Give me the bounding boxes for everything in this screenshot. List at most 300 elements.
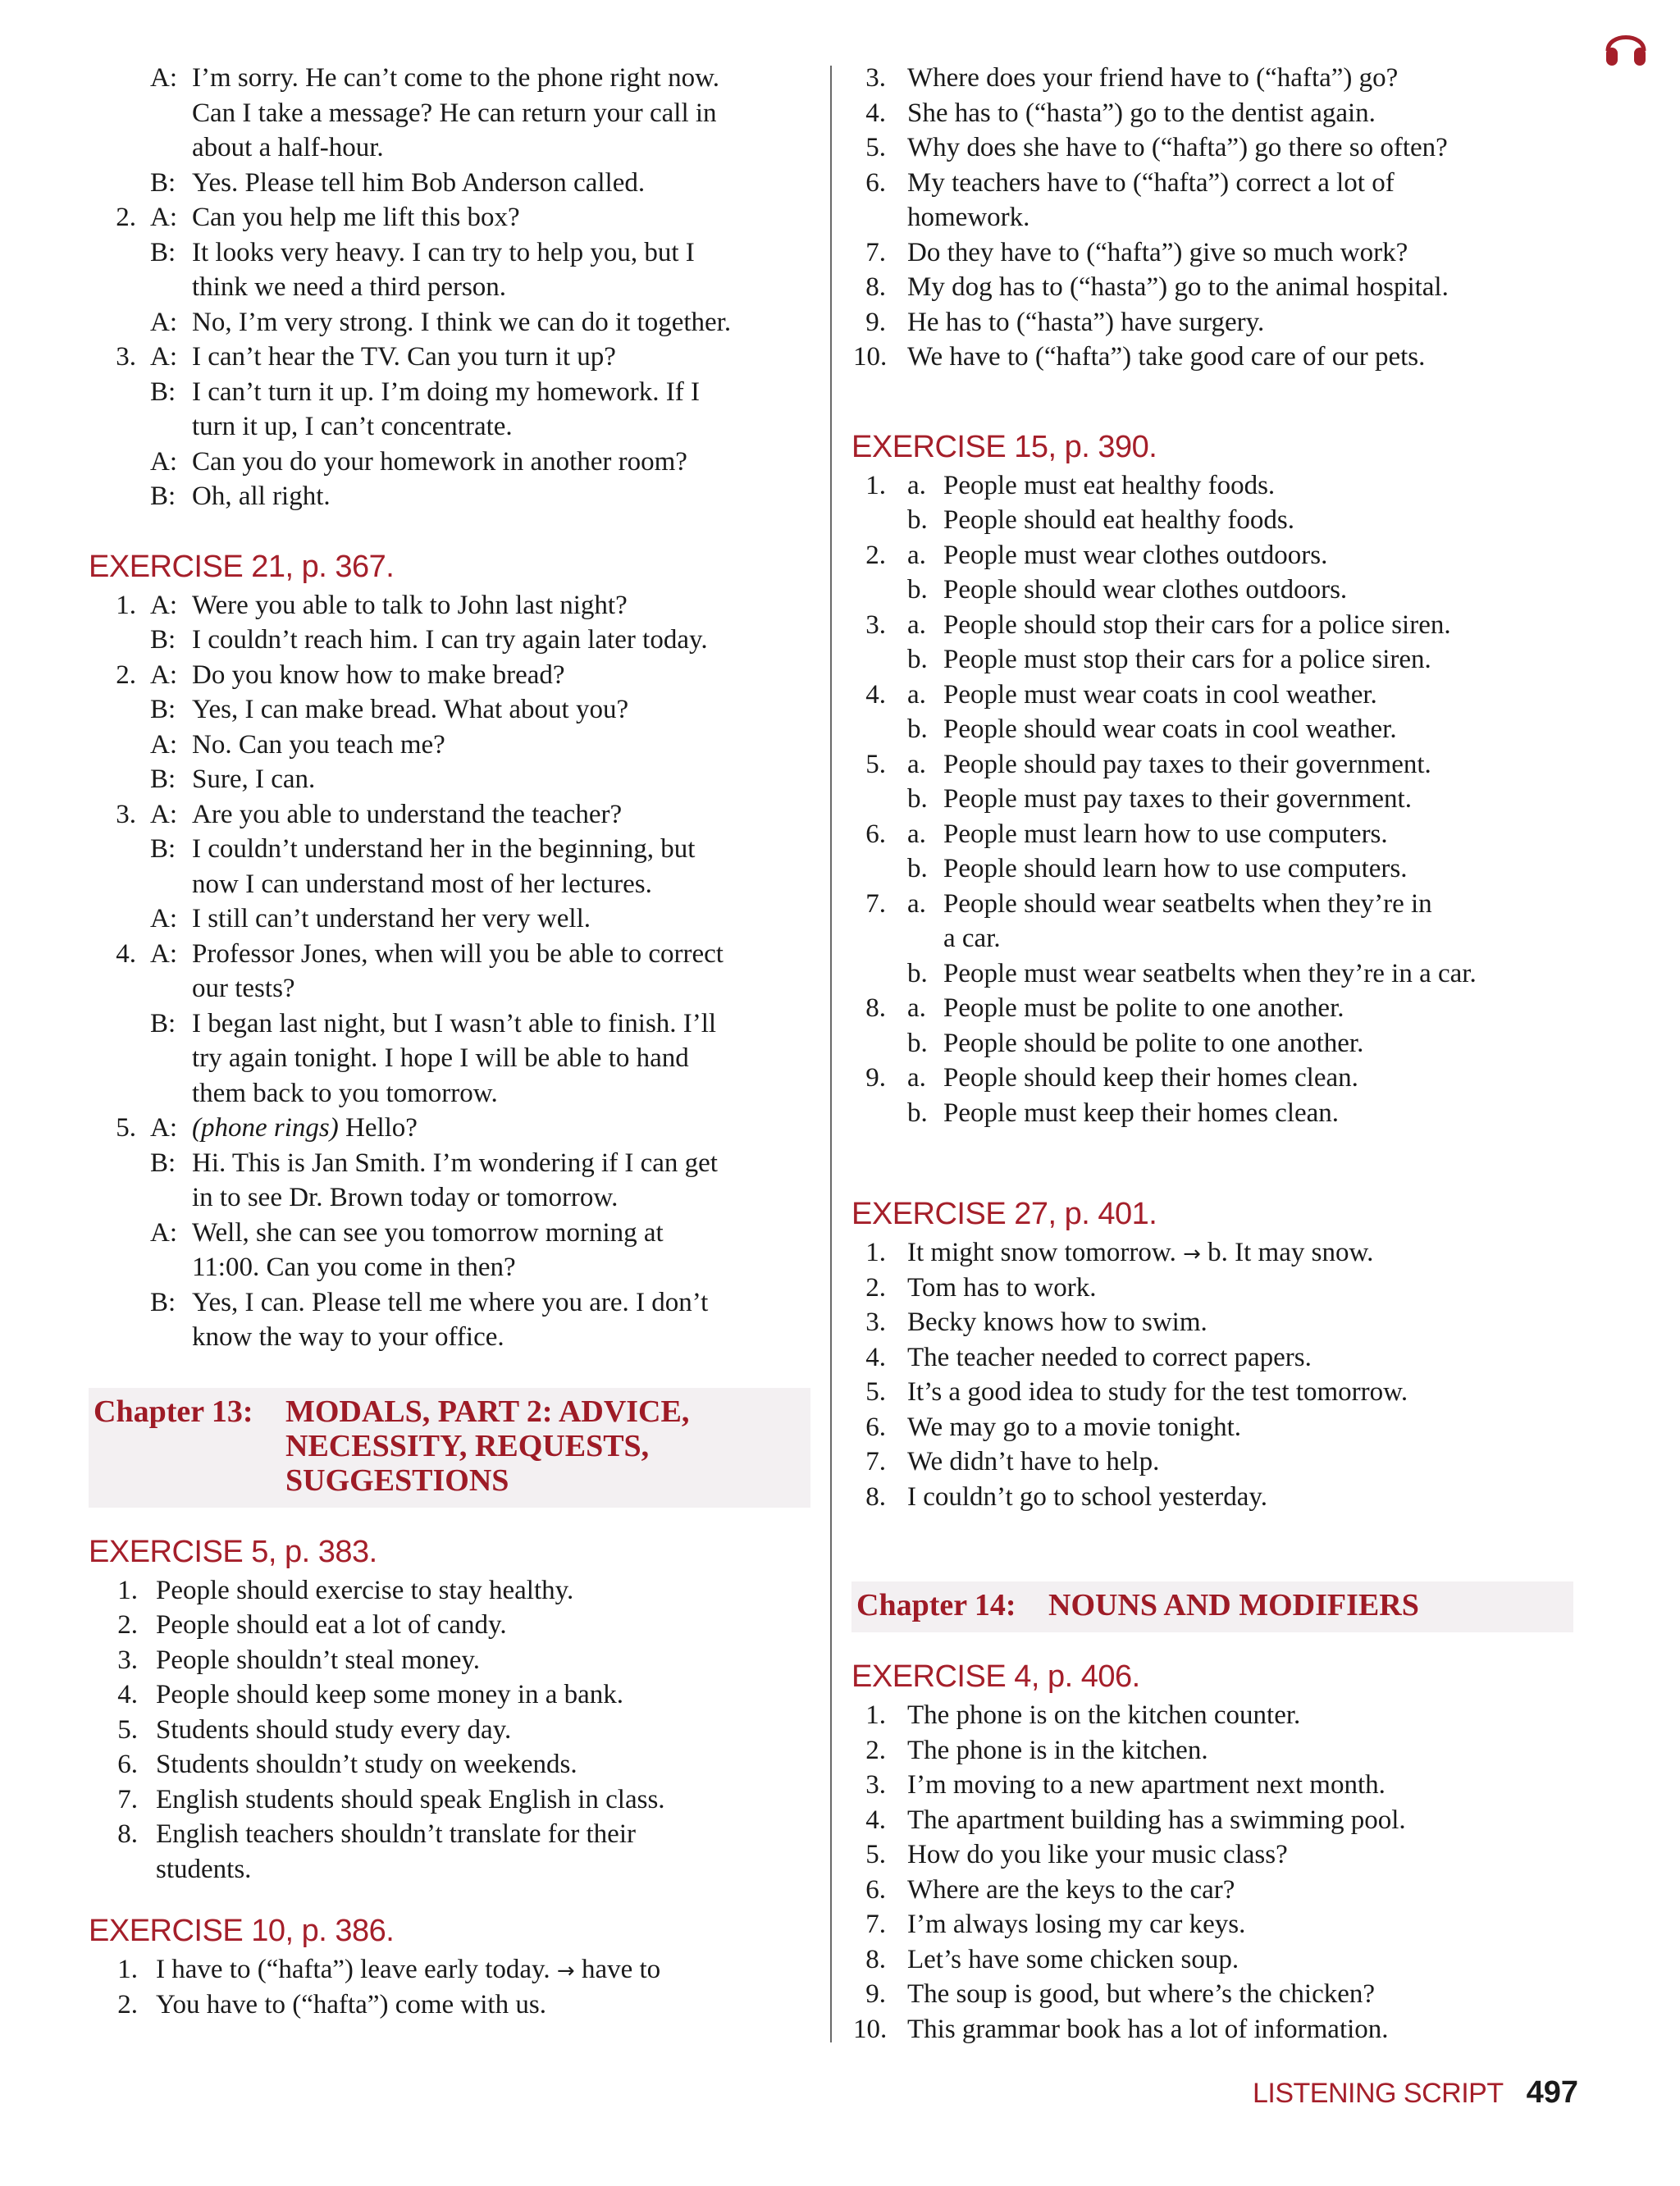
line-text: Becky knows how to swim. bbox=[907, 1307, 1208, 1337]
line-number: 5. bbox=[865, 1377, 886, 1407]
chapter-title-line: NECESSITY, REQUESTS, bbox=[285, 1428, 650, 1463]
line-number: 3. bbox=[117, 1645, 138, 1675]
script-line bbox=[89, 235, 810, 271]
option-letter: a. bbox=[907, 609, 926, 640]
line-number: 2. bbox=[117, 1610, 138, 1640]
script-line bbox=[89, 270, 810, 305]
exercise-15-heading: EXERCISE 15, p. 390. bbox=[851, 429, 1157, 464]
option-letter: b. bbox=[907, 645, 928, 674]
answer-text: have to bbox=[581, 1955, 661, 1984]
speaker-label: B: bbox=[150, 167, 176, 198]
script-line bbox=[89, 797, 810, 833]
script-line bbox=[89, 200, 810, 235]
line-number: 8. bbox=[865, 993, 886, 1023]
line-number: 6. bbox=[117, 1750, 138, 1779]
script-line bbox=[851, 642, 1573, 678]
script-line bbox=[89, 1713, 810, 1748]
script-line bbox=[851, 1768, 1573, 1803]
line-text: homework. bbox=[907, 203, 1030, 232]
line-text: Can you help me lift this box? bbox=[192, 203, 520, 232]
line-text: People should pay taxes to their government. bbox=[943, 749, 1431, 779]
page-footer bbox=[1253, 2075, 1578, 2111]
line-text: People must be polite to one another. bbox=[943, 993, 1344, 1023]
script-line bbox=[89, 1146, 810, 1181]
line-number: 1. bbox=[865, 470, 886, 500]
line-text: People must keep their homes clean. bbox=[943, 1098, 1340, 1128]
option-letter: b. bbox=[907, 1098, 928, 1128]
line-text: I still can’t understand her very well. bbox=[192, 904, 591, 933]
script-line bbox=[89, 96, 810, 131]
speaker-label: A: bbox=[150, 590, 177, 620]
headphones-icon bbox=[1601, 21, 1650, 71]
line-text: People must learn how to use computers. bbox=[943, 819, 1388, 849]
line-text: them back to you tomorrow. bbox=[192, 1078, 498, 1108]
line-text: Students shouldn’t study on weekends. bbox=[156, 1750, 578, 1779]
line-text: People should exercise to stay healthy. bbox=[156, 1575, 574, 1605]
script-line bbox=[851, 747, 1573, 783]
line-number: 6. bbox=[865, 167, 886, 198]
line-number: 8. bbox=[865, 272, 886, 302]
line-number: 8. bbox=[865, 1481, 886, 1512]
script-line bbox=[89, 305, 810, 340]
exercise-5-heading: EXERCISE 5, p. 383. bbox=[89, 1534, 377, 1569]
script-line bbox=[89, 728, 810, 763]
script-line bbox=[851, 1873, 1573, 1908]
line-text: I’m sorry. He can’t come to the phone right now. bbox=[192, 63, 720, 93]
line-text: a car. bbox=[943, 924, 1001, 953]
line-text: I can’t hear the TV. Can you turn it up? bbox=[192, 342, 616, 372]
speaker-label: B: bbox=[150, 1148, 176, 1178]
line-number: 4. bbox=[865, 1805, 886, 1835]
line-text: People must eat healthy foods. bbox=[943, 470, 1276, 500]
speaker-label: A: bbox=[150, 1217, 177, 1248]
line-number: 2. bbox=[117, 1989, 138, 2019]
line-number: 2. bbox=[116, 659, 136, 690]
script-line bbox=[851, 2012, 1573, 2047]
line-number: 2. bbox=[116, 203, 136, 232]
line-text: People should learn how to use computers. bbox=[943, 854, 1408, 883]
script-line bbox=[89, 1782, 810, 1818]
script-line bbox=[851, 1340, 1573, 1376]
line-number: 2. bbox=[865, 1272, 886, 1303]
line-text: turn it up, I can’t concentrate. bbox=[192, 412, 513, 441]
script-line bbox=[89, 1041, 810, 1076]
line-text: People should wear seatbelts when they’re in bbox=[943, 888, 1432, 919]
script-line bbox=[89, 901, 810, 937]
line-text: Where are the keys to the car? bbox=[907, 1874, 1235, 1905]
line-text: The apartment building has a swimming pool. bbox=[907, 1805, 1406, 1835]
left-column bbox=[89, 61, 810, 2022]
chapter-title-line: SUGGESTIONS bbox=[285, 1463, 509, 1498]
script-line bbox=[89, 623, 810, 658]
option-letter: a. bbox=[907, 679, 926, 710]
script-line bbox=[851, 1444, 1573, 1480]
line-text: English students should speak English in class. bbox=[156, 1784, 665, 1814]
line-text: think we need a third person. bbox=[192, 272, 507, 302]
script-line bbox=[851, 305, 1573, 340]
line-text: People must wear clothes outdoors. bbox=[943, 540, 1328, 570]
line-text: We have to (“hafta”) take good care of our pets. bbox=[907, 342, 1426, 372]
line-text: Professor Jones, when will you be able to correct bbox=[192, 938, 724, 969]
line-number: 1. bbox=[865, 1700, 886, 1730]
line-text: now I can understand most of her lectures. bbox=[192, 869, 652, 899]
script-line bbox=[89, 166, 810, 201]
script-line bbox=[851, 96, 1573, 131]
line-text: How do you like your music class? bbox=[907, 1840, 1288, 1869]
script-line bbox=[89, 1180, 810, 1216]
line-text: People should stop their cars for a police siren. bbox=[943, 609, 1451, 640]
script-line bbox=[89, 1677, 810, 1713]
line-text: in to see Dr. Brown today or tomorrow. bbox=[192, 1183, 619, 1212]
script-line bbox=[89, 1216, 810, 1251]
speaker-label: A: bbox=[150, 342, 177, 372]
chapter-14-heading bbox=[851, 1581, 1573, 1632]
option-letter: a. bbox=[907, 470, 926, 500]
script-line bbox=[89, 1747, 810, 1782]
line-number: 7. bbox=[865, 1910, 886, 1939]
option-letter: b. bbox=[907, 958, 928, 988]
line-text: It looks very heavy. I can try to help you, but I bbox=[192, 237, 695, 267]
line-text: The soup is good, but where’s the chicken? bbox=[907, 1979, 1376, 2009]
script-line bbox=[89, 832, 810, 867]
script-line bbox=[851, 538, 1573, 573]
script-line bbox=[851, 817, 1573, 852]
line-text: People should eat healthy foods. bbox=[943, 505, 1295, 535]
chapter-label: Chapter 14: bbox=[856, 1588, 1016, 1622]
line-number: 1. bbox=[116, 590, 136, 620]
script-line bbox=[89, 971, 810, 1006]
line-number: 4. bbox=[116, 938, 136, 969]
speaker-label: A: bbox=[150, 446, 177, 477]
line-number: 4. bbox=[117, 1680, 138, 1709]
script-line bbox=[851, 61, 1573, 96]
line-number: 7. bbox=[865, 237, 886, 267]
line-text: students. bbox=[156, 1854, 252, 1884]
line-text: Let’s have some chicken soup. bbox=[907, 1944, 1239, 1974]
script-line bbox=[89, 1285, 810, 1321]
script-line bbox=[851, 956, 1573, 992]
line-text: The phone is on the kitchen counter. bbox=[907, 1700, 1301, 1730]
exercise-10-heading: EXERCISE 10, p. 386. bbox=[89, 1914, 395, 1948]
line-text: It might snow tomorrow. → b. It may snow. bbox=[907, 1238, 1374, 1267]
line-text: Yes. Please tell him Bob Anderson called. bbox=[192, 167, 646, 198]
script-line bbox=[89, 409, 810, 445]
line-text: Why does she have to (“hafta”) go there so often? bbox=[907, 133, 1448, 162]
line-text: I couldn’t go to school yesterday. bbox=[907, 1481, 1267, 1512]
script-line bbox=[89, 1006, 810, 1042]
script-line bbox=[851, 1803, 1573, 1838]
option-letter: a. bbox=[907, 819, 926, 849]
script-line bbox=[89, 1643, 810, 1678]
option-letter: a. bbox=[907, 1063, 926, 1093]
script-line bbox=[89, 937, 810, 972]
speaker-label: A: bbox=[150, 203, 177, 232]
chapter-title bbox=[285, 1394, 806, 1498]
line-text: Students should study every day. bbox=[156, 1714, 512, 1745]
exercise-21-heading: EXERCISE 21, p. 367. bbox=[89, 549, 395, 584]
speaker-label: A: bbox=[150, 1113, 177, 1143]
line-text: Do you know how to make bread? bbox=[192, 659, 565, 690]
chapter-13-heading bbox=[89, 1388, 810, 1508]
line-text: People should wear clothes outdoors. bbox=[943, 575, 1348, 605]
script-line bbox=[89, 1320, 810, 1355]
line-text: We may go to a movie tonight. bbox=[907, 1412, 1242, 1442]
line-text: I’m always losing my car keys. bbox=[907, 1910, 1246, 1939]
script-line bbox=[851, 468, 1573, 504]
arrow-icon: → bbox=[1183, 1242, 1201, 1266]
script-line bbox=[851, 270, 1573, 305]
script-line bbox=[89, 1111, 810, 1146]
line-text: I couldn’t understand her in the beginning, but bbox=[192, 834, 696, 864]
speaker-label: A: bbox=[150, 938, 177, 969]
line-text: Yes, I can. Please tell me where you are. I don’t bbox=[192, 1287, 709, 1317]
line-number: 4. bbox=[865, 1342, 886, 1372]
option-letter: b. bbox=[907, 505, 928, 535]
line-number: 1. bbox=[865, 1238, 886, 1267]
speaker-label: B: bbox=[150, 625, 176, 655]
script-line bbox=[89, 375, 810, 410]
line-text: She has to (“hasta”) go to the dentist again. bbox=[907, 98, 1376, 128]
script-line bbox=[851, 503, 1573, 538]
line-text: The phone is in the kitchen. bbox=[907, 1735, 1208, 1765]
script-line bbox=[851, 130, 1573, 166]
script-line bbox=[851, 1698, 1573, 1733]
line-number: 9. bbox=[865, 1979, 886, 2009]
line-text: Hi. This is Jan Smith. I’m wondering if I can get bbox=[192, 1148, 718, 1178]
line-text: People should wear coats in cool weather. bbox=[943, 714, 1397, 744]
line-text: Where does your friend have to (“hafta”) go? bbox=[907, 63, 1399, 93]
option-letter: b. bbox=[907, 575, 928, 605]
answer-text: b. It may snow. bbox=[1208, 1238, 1374, 1267]
script-line bbox=[851, 1375, 1573, 1410]
line-number: 1. bbox=[117, 1955, 138, 1984]
line-text: People must stop their cars for a police siren. bbox=[943, 645, 1431, 674]
line-number: 8. bbox=[865, 1944, 886, 1974]
script-line bbox=[89, 1817, 810, 1852]
page-number: 497 bbox=[1526, 2075, 1578, 2110]
option-letter: a. bbox=[907, 993, 926, 1023]
script-line bbox=[851, 921, 1573, 956]
line-number: 9. bbox=[865, 1063, 886, 1093]
line-number: 2. bbox=[865, 540, 886, 570]
line-text: I have to (“hafta”) leave early today. → have to bbox=[156, 1955, 661, 1984]
script-line bbox=[89, 1852, 810, 1887]
line-text: 11:00. Can you come in then? bbox=[192, 1253, 516, 1282]
line-text: People shouldn’t steal money. bbox=[156, 1645, 481, 1675]
script-line bbox=[89, 692, 810, 728]
script-line bbox=[851, 1480, 1573, 1515]
line-text: People should keep their homes clean. bbox=[943, 1063, 1358, 1093]
line-text: No, I’m very strong. I think we can do it together. bbox=[192, 307, 732, 337]
script-line bbox=[89, 1987, 810, 2023]
speaker-label: A: bbox=[150, 799, 177, 829]
line-number: 7. bbox=[865, 1447, 886, 1476]
line-number: 1. bbox=[117, 1575, 138, 1605]
right-column bbox=[851, 61, 1573, 2047]
option-letter: a. bbox=[907, 888, 926, 919]
line-text: No. Can you teach me? bbox=[192, 729, 445, 760]
script-line bbox=[851, 235, 1573, 271]
speaker-label: B: bbox=[150, 377, 176, 407]
script-line bbox=[89, 445, 810, 480]
line-text: People must wear coats in cool weather. bbox=[943, 679, 1377, 710]
script-line bbox=[851, 712, 1573, 747]
speaker-label: B: bbox=[150, 237, 176, 267]
script-line bbox=[851, 1305, 1573, 1340]
speaker-label: A: bbox=[150, 63, 177, 93]
line-text: Yes, I can make bread. What about you? bbox=[192, 695, 629, 724]
option-letter: b. bbox=[907, 1028, 928, 1058]
exercise-4-heading: EXERCISE 4, p. 406. bbox=[851, 1659, 1140, 1694]
option-letter: b. bbox=[907, 714, 928, 744]
script-line bbox=[851, 851, 1573, 887]
option-letter: b. bbox=[907, 854, 928, 883]
line-number: 9. bbox=[865, 307, 886, 337]
line-text: People must wear seatbelts when they’re in a car. bbox=[943, 958, 1477, 988]
line-number: 3. bbox=[865, 63, 886, 93]
script-line bbox=[851, 887, 1573, 922]
script-line bbox=[89, 61, 810, 96]
line-text: He has to (“hasta”) have surgery. bbox=[907, 307, 1265, 337]
script-line bbox=[851, 1026, 1573, 1061]
column-divider bbox=[830, 66, 832, 2042]
line-text: Well, she can see you tomorrow morning at bbox=[192, 1217, 664, 1248]
line-number: 5. bbox=[865, 133, 886, 162]
script-line bbox=[89, 1573, 810, 1609]
chapter-title: NOUNS AND MODIFIERS bbox=[1048, 1588, 1419, 1622]
line-text: My dog has to (“hasta”) go to the animal hospital. bbox=[907, 272, 1449, 302]
line-number: 7. bbox=[117, 1784, 138, 1814]
arrow-icon: → bbox=[556, 1959, 575, 1983]
exercise-27-heading: EXERCISE 27, p. 401. bbox=[851, 1197, 1157, 1231]
script-line bbox=[851, 166, 1573, 201]
script-line bbox=[89, 1952, 810, 1987]
line-text: about a half-hour. bbox=[192, 133, 384, 162]
speaker-label: B: bbox=[150, 695, 176, 724]
speaker-label: B: bbox=[150, 764, 176, 794]
line-number: 5. bbox=[865, 749, 886, 779]
line-number: 6. bbox=[865, 1412, 886, 1442]
script-line bbox=[89, 867, 810, 902]
line-number: 2. bbox=[865, 1735, 886, 1765]
line-number: 10. bbox=[853, 2014, 888, 2044]
line-text: I couldn’t reach him. I can try again later today. bbox=[192, 625, 708, 655]
line-text: Were you able to talk to John last night? bbox=[192, 590, 628, 620]
line-text: People must pay taxes to their government. bbox=[943, 784, 1412, 814]
script-line bbox=[851, 200, 1573, 235]
line-text: People should be polite to one another. bbox=[943, 1028, 1364, 1058]
script-line bbox=[851, 1907, 1573, 1942]
line-text: Oh, all right. bbox=[192, 481, 331, 511]
script-line bbox=[89, 1076, 810, 1111]
script-line bbox=[851, 782, 1573, 817]
line-text: try again tonight. I hope I will be able to hand bbox=[192, 1043, 689, 1073]
line-text: I can’t turn it up. I’m doing my homework. If I bbox=[192, 377, 700, 407]
footer-label: LISTENING SCRIPT bbox=[1252, 2078, 1504, 2109]
line-number: 8. bbox=[117, 1819, 138, 1849]
line-text: It’s a good idea to study for the test tomorrow. bbox=[907, 1377, 1408, 1407]
script-line bbox=[89, 588, 810, 623]
line-text: Do they have to (“hafta”) give so much work? bbox=[907, 237, 1408, 267]
script-line bbox=[89, 658, 810, 693]
line-text: This grammar book has a lot of information. bbox=[907, 2014, 1389, 2044]
speaker-label: B: bbox=[150, 1008, 176, 1038]
script-line bbox=[851, 340, 1573, 375]
line-number: 3. bbox=[865, 1307, 886, 1337]
script-line bbox=[89, 1250, 810, 1285]
script-line bbox=[851, 1096, 1573, 1131]
line-number: 3. bbox=[116, 342, 136, 372]
script-line bbox=[89, 130, 810, 166]
option-letter: a. bbox=[907, 749, 926, 779]
script-line bbox=[851, 1410, 1573, 1445]
option-letter: a. bbox=[907, 540, 926, 570]
script-line bbox=[89, 340, 810, 375]
speaker-label: A: bbox=[150, 659, 177, 690]
line-number: 3. bbox=[865, 1770, 886, 1800]
speaker-label: A: bbox=[150, 307, 177, 337]
script-line bbox=[851, 1977, 1573, 2012]
script-line bbox=[851, 1942, 1573, 1978]
script-line bbox=[851, 678, 1573, 713]
option-letter: b. bbox=[907, 784, 928, 814]
line-text: I began last night, but I wasn’t able to finish. I’ll bbox=[192, 1008, 717, 1038]
speaker-label: A: bbox=[150, 904, 177, 933]
line-text: You have to (“hafta”) come with us. bbox=[156, 1989, 546, 2019]
line-number: 7. bbox=[865, 888, 886, 919]
line-number: 3. bbox=[116, 799, 136, 829]
line-number: 5. bbox=[116, 1113, 136, 1143]
line-text: (phone rings) Hello? bbox=[192, 1113, 418, 1143]
line-number: 6. bbox=[865, 819, 886, 849]
line-text: The teacher needed to correct papers. bbox=[907, 1342, 1312, 1372]
line-text: Can I take a message? He can return your call in bbox=[192, 98, 717, 128]
line-number: 5. bbox=[865, 1840, 886, 1869]
speaker-label: B: bbox=[150, 481, 176, 511]
line-text: People should eat a lot of candy. bbox=[156, 1610, 507, 1640]
stage-direction: (phone rings) bbox=[192, 1113, 339, 1143]
line-number: 6. bbox=[865, 1874, 886, 1905]
script-line bbox=[851, 1837, 1573, 1873]
script-line bbox=[89, 479, 810, 514]
speaker-label: A: bbox=[150, 729, 177, 760]
script-line bbox=[851, 608, 1573, 643]
line-text: Tom has to work. bbox=[907, 1272, 1097, 1303]
script-line bbox=[851, 1061, 1573, 1096]
line-text: People should keep some money in a bank. bbox=[156, 1680, 624, 1709]
script-line bbox=[851, 1235, 1573, 1271]
script-line bbox=[89, 762, 810, 797]
line-text: know the way to your office. bbox=[192, 1322, 504, 1352]
chapter-label: Chapter 13: bbox=[94, 1394, 253, 1429]
line-number: 4. bbox=[865, 679, 886, 710]
line-number: 10. bbox=[853, 342, 888, 372]
line-text: English teachers shouldn’t translate for their bbox=[156, 1819, 636, 1849]
chapter-title-line: MODALS, PART 2: ADVICE, bbox=[285, 1394, 690, 1429]
line-number: 3. bbox=[865, 609, 886, 640]
script-line bbox=[851, 991, 1573, 1026]
line-text: I’m moving to a new apartment next month. bbox=[907, 1770, 1386, 1800]
line-text: We didn’t have to help. bbox=[907, 1447, 1160, 1476]
speaker-label: B: bbox=[150, 1287, 176, 1317]
line-text: Sure, I can. bbox=[192, 764, 316, 794]
script-line bbox=[851, 1733, 1573, 1768]
line-number: 4. bbox=[865, 98, 886, 128]
script-line bbox=[851, 573, 1573, 608]
script-line bbox=[89, 1608, 810, 1643]
script-line bbox=[851, 1271, 1573, 1306]
line-text: Are you able to understand the teacher? bbox=[192, 799, 623, 829]
